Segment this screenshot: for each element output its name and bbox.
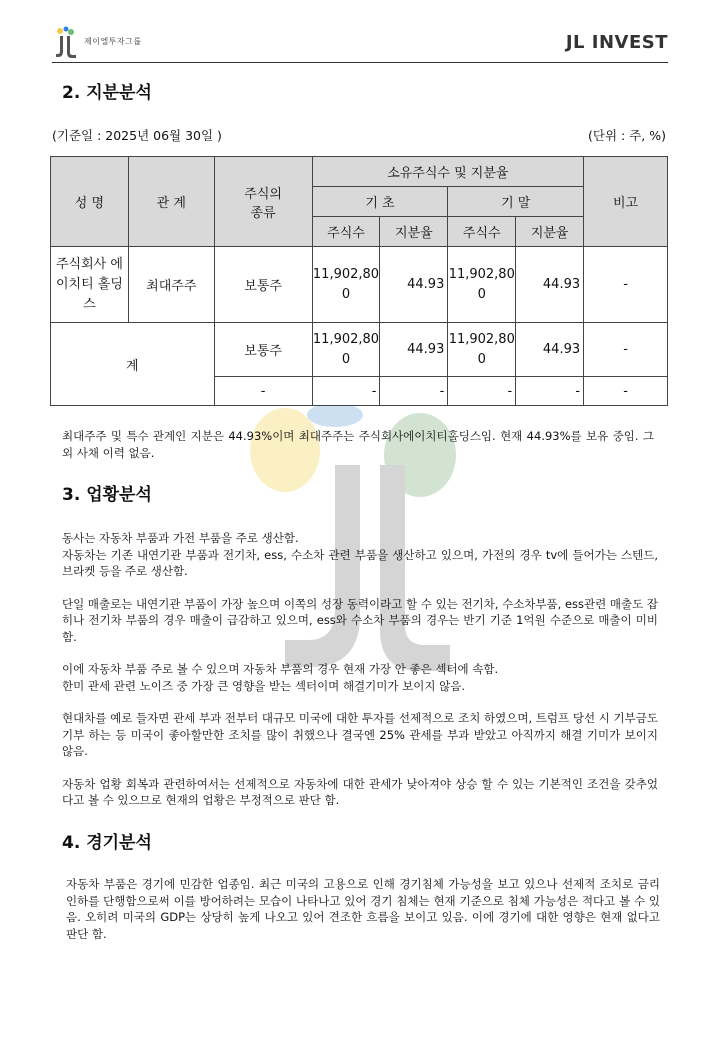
cell-end-shares: 11,902,800 — [448, 323, 516, 377]
industry-paragraph: 단일 매출로는 내연기관 부품이 가장 높으며 이쪽의 성장 동력이라고 할 수 있는 전기차, 수소차부품, ess관련 매출도 잡히나 전기차 부품의 경우 매출이 급감하고 있으며, ess와 수소차 부품의 경우는 반기 기준 1억원 수준으로 매출이 미비함. — [62, 596, 658, 644]
col-header-start: 기 초 — [312, 187, 448, 217]
industry-paragraph: 자동차는 기존 내연기관 부품과 전기차, ess, 수소차 관련 부품을 생산하고 있으며, 가전의 경우 tv에 들어가는 스텐드, 브라켓 등을 주로 생산함. — [62, 547, 658, 578]
industry-paragraph: 현대차를 예로 들자면 관세 부과 전부터 대규모 미국에 대한 투자를 선제적으로 조치 하였으며, 트럼프 당선 시 기부금도 기부 하는 등 미국이 좋아할만한 조치를 많이 취했으나 결국엔 25% 관세를 부과 받았고 아직까지 해결 기미가 보이지 않음. — [62, 711, 658, 758]
cell-note: - — [584, 377, 668, 406]
col-header-end-ratio: 지분율 — [516, 217, 584, 247]
unit-label: (단위 : 주, %) — [588, 128, 666, 143]
cell-relation: 최대주주 — [128, 247, 214, 323]
section-heading-industry: 3. 업황분석 — [62, 485, 152, 505]
cell-total-label: 계 — [51, 323, 215, 406]
col-header-ownership: 소유주식수 및 지분율 — [312, 157, 584, 187]
economy-body — [66, 876, 660, 942]
cell-end-ratio: 44.93 — [516, 323, 584, 377]
page-header — [52, 26, 668, 66]
section-heading-economy: 4. 경기분석 — [62, 833, 152, 853]
table-row — [51, 247, 668, 323]
brand-name: JL INVEST — [565, 32, 668, 53]
cell-start-ratio: - — [380, 377, 448, 406]
equity-summary — [62, 428, 654, 461]
cell-end-shares: - — [448, 377, 516, 406]
equity-summary-text: 최대주주 및 특수 관계인 지분은 44.93%이며 최대주주는 주식회사에이치티홀딩스임. 현재 44.93%를 보유 중임. 그 외 사채 이력 없음. — [62, 429, 654, 460]
industry-paragraph: 한미 관세 관련 노이즈 중 가장 큰 영향을 받는 섹터이며 해결기미가 보이지 않음. — [62, 678, 466, 693]
section-heading-equity: 2. 지분분석 — [62, 83, 152, 103]
col-header-type: 주식의 종류 — [214, 157, 312, 247]
cell-start-ratio: 44.93 — [380, 247, 448, 323]
cell-end-ratio: 44.93 — [516, 247, 584, 323]
cell-start-shares: 11,902,800 — [312, 247, 380, 323]
col-header-relation: 관 계 — [128, 157, 214, 247]
col-header-end: 기 말 — [448, 187, 584, 217]
logo-text: 제이엘투자그룹 — [84, 37, 142, 46]
cell-type: - — [214, 377, 312, 406]
col-header-start-shares: 주식수 — [312, 217, 380, 247]
table-row — [51, 323, 668, 377]
col-header-name: 성 명 — [51, 157, 129, 247]
cell-start-shares: - — [312, 377, 380, 406]
header-divider — [52, 62, 668, 63]
cell-type: 보통주 — [214, 323, 312, 377]
economy-paragraph: 자동차 부품은 경기에 민감한 업종임. 최근 미국의 고용으로 인해 경기침체 가능성을 보고 있으나 선제적 조치로 금리 인하를 단행함으로써 이를 방어하려는 모습이 나타나고 있어 경기 침체는 현재 기준으로 침체 가능성은 적다고 볼 수 있음. 오히려 미국의 GDP는 상당히 높게 나오고 있어 견조한 흐름을 보이고 있음. 이에 경기에 대한 영향은 현재 없다고 판단 함. — [66, 877, 660, 941]
cell-start-ratio: 44.93 — [380, 323, 448, 377]
industry-paragraph: 자동차 업황 회복과 관련하여서는 선제적으로 자동차에 대한 관세가 낮아져야 상승 할 수 있는 기본적인 조건을 갖추었다고 볼 수 있으므로 현재의 업황은 부정적으로 판단 함. — [62, 776, 658, 807]
col-header-note: 비고 — [584, 157, 668, 247]
cell-end-shares: 11,902,800 — [448, 247, 516, 323]
industry-paragraph: 동사는 자동차 부품과 가전 부품을 주로 생산함. — [62, 531, 299, 545]
equity-table — [50, 156, 668, 406]
cell-type: 보통주 — [214, 247, 312, 323]
cell-note: - — [584, 247, 668, 323]
base-date: (기준일 : 2025년 06월 30일 ) — [52, 128, 222, 143]
cell-note: - — [584, 323, 668, 377]
col-header-start-ratio: 지분율 — [380, 217, 448, 247]
industry-paragraph: 이에 자동차 부품 주로 볼 수 있으며 자동차 부품의 경우 현재 가장 안 좋은 섹터에 속함. — [62, 662, 499, 676]
cell-start-shares: 11,902,800 — [312, 323, 380, 377]
cell-name: 주식회사 에이치티 홀딩스 — [51, 247, 129, 323]
industry-body — [62, 530, 658, 809]
cell-end-ratio: - — [516, 377, 584, 406]
col-header-end-shares: 주식수 — [448, 217, 516, 247]
